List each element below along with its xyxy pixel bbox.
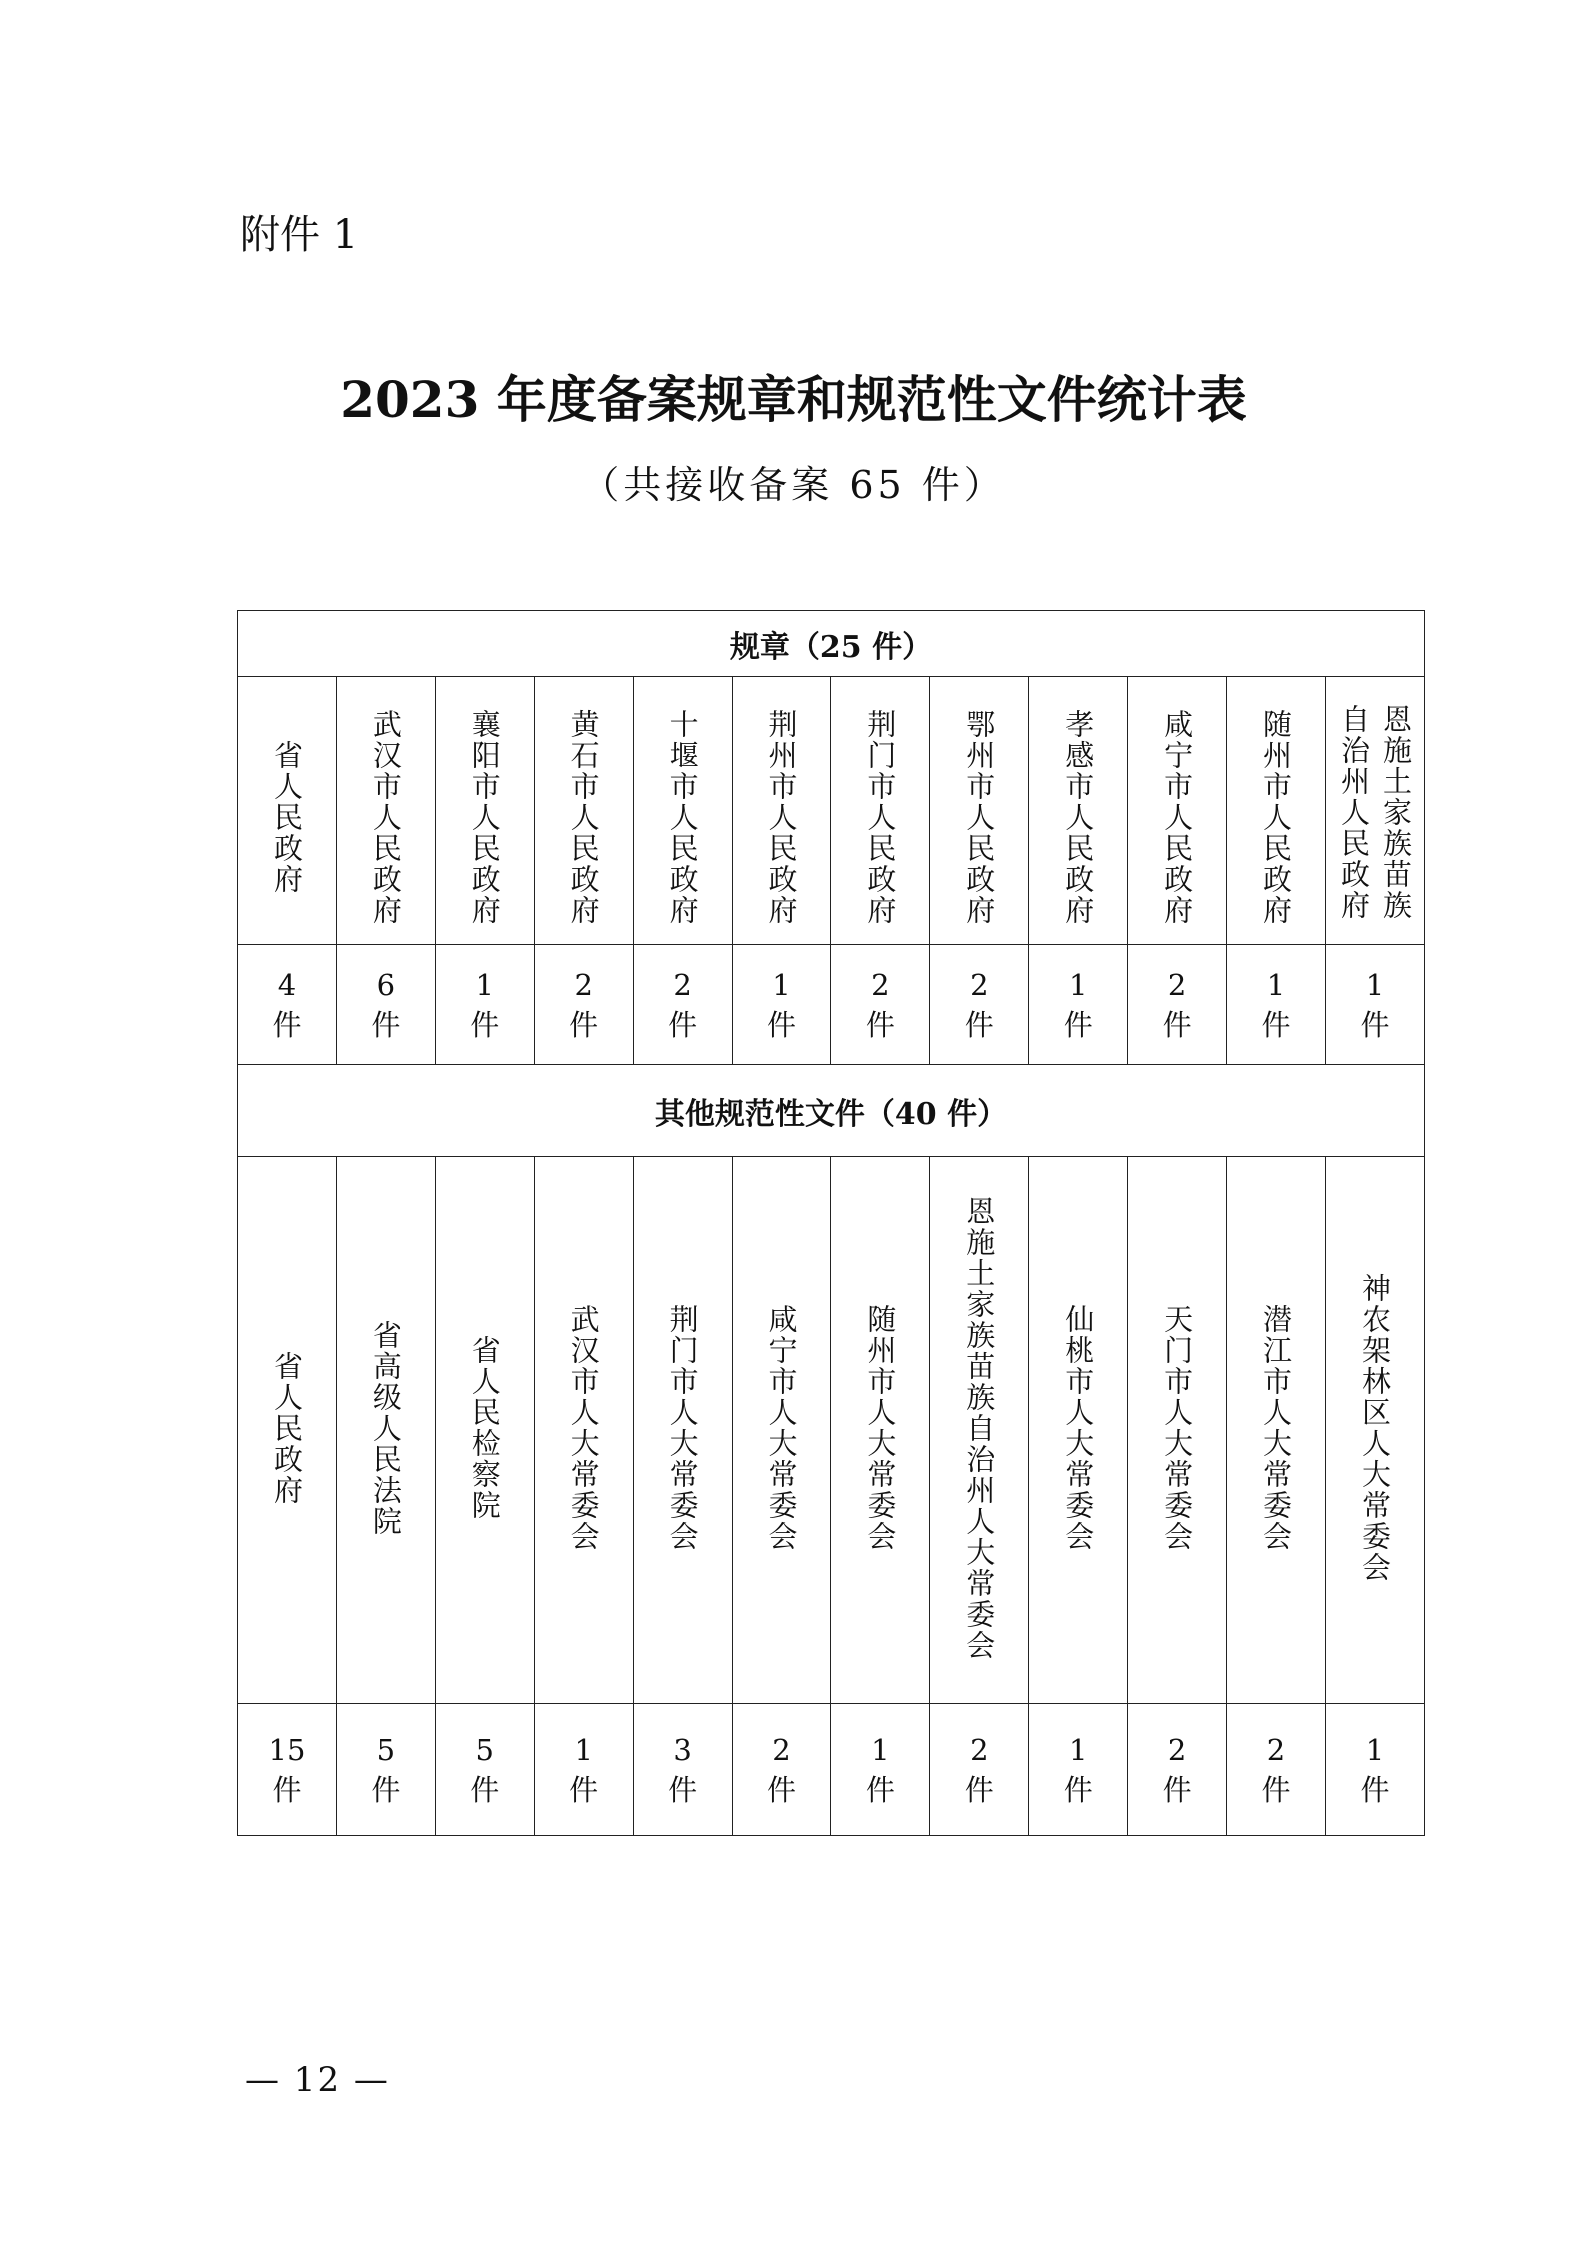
count-unit: 件 — [1162, 1772, 1192, 1807]
document-subtitle: （共接收备案 65 件） — [581, 463, 1006, 507]
agency-name-cell — [831, 1157, 930, 1704]
count-unit: 件 — [964, 1007, 994, 1042]
count-cell — [534, 1704, 633, 1836]
count-value: 2 — [970, 1732, 989, 1767]
count-value: 1 — [1266, 967, 1286, 1002]
count-unit: 件 — [1063, 1772, 1093, 1807]
agency-name-cell — [732, 1157, 831, 1704]
count-cell — [336, 945, 435, 1065]
agency-name: 孝感市人民政府 — [1061, 709, 1096, 926]
agency-name: 神农架林区人大常委会 — [1357, 1273, 1392, 1583]
count-cell — [732, 945, 831, 1065]
section-heading: 规章（25 件） — [238, 611, 1425, 677]
agency-name: 随州市人大常委会 — [863, 1304, 898, 1552]
count-cell — [1227, 1704, 1326, 1836]
count-cell — [1029, 945, 1128, 1065]
count-cell — [1227, 945, 1326, 1065]
count-cell — [435, 945, 534, 1065]
count-unit: 件 — [470, 1772, 500, 1807]
count-cell — [930, 945, 1029, 1065]
agency-name-cell — [1325, 1157, 1424, 1704]
agency-name: 荆门市人民政府 — [863, 709, 898, 926]
agency-name: 天门市人大常委会 — [1160, 1304, 1195, 1552]
count-value: 1 — [1365, 967, 1385, 1002]
count-value: 2 — [1167, 1732, 1187, 1767]
agency-name: 黄石市人民政府 — [566, 709, 601, 926]
count-row — [238, 1704, 1425, 1836]
agency-name-row — [238, 1157, 1425, 1704]
count-cell — [1325, 1704, 1424, 1836]
count-value: 2 — [1266, 1732, 1286, 1767]
agency-name-cell — [930, 1157, 1029, 1704]
agency-name: 十堰市人民政府 — [665, 709, 700, 926]
count-unit: 件 — [371, 1772, 401, 1807]
count-unit: 件 — [470, 1007, 500, 1042]
count-cell — [1128, 1704, 1227, 1836]
agency-name-cell — [534, 677, 633, 945]
count-cell — [435, 1704, 534, 1836]
count-value: 2 — [1167, 967, 1187, 1002]
agency-name-cell — [238, 677, 337, 945]
count-unit: 件 — [371, 1007, 401, 1042]
agency-name-cell — [831, 677, 930, 945]
count-value: 15 — [268, 1732, 306, 1767]
count-unit: 件 — [766, 1772, 796, 1807]
count-cell — [336, 1704, 435, 1836]
count-value: 1 — [1068, 1732, 1088, 1767]
statistics-table — [237, 610, 1425, 1836]
agency-name-cell — [238, 1157, 337, 1704]
count-unit: 件 — [1063, 1007, 1093, 1042]
agency-name-row — [238, 677, 1425, 945]
count-value: 2 — [970, 967, 989, 1002]
count-value: 1 — [1365, 1732, 1385, 1767]
count-value: 1 — [475, 967, 494, 1002]
agency-name-cell — [1029, 1157, 1128, 1704]
count-cell — [831, 945, 930, 1065]
agency-name: 襄阳市人民政府 — [467, 709, 502, 926]
attachment-label: 附件 1 — [240, 212, 359, 258]
count-unit: 件 — [1261, 1772, 1291, 1807]
agency-name: 仙桃市人大常委会 — [1061, 1304, 1096, 1552]
count-cell — [930, 1704, 1029, 1836]
agency-name-cell — [1325, 677, 1424, 945]
count-unit: 件 — [272, 1007, 302, 1042]
agency-name: 荆州市人民政府 — [764, 709, 799, 926]
count-cell — [633, 945, 732, 1065]
section-heading: 其他规范性文件（40 件） — [238, 1065, 1425, 1157]
count-unit: 件 — [1360, 1772, 1390, 1807]
count-value: 2 — [574, 967, 593, 1002]
agency-name: 省人民检察院 — [467, 1335, 502, 1521]
agency-name: 恩施土家族苗族自治州人民政府 — [1336, 703, 1413, 921]
count-cell — [238, 1704, 337, 1836]
count-unit: 件 — [272, 1772, 302, 1807]
count-cell — [534, 945, 633, 1065]
count-value: 4 — [277, 967, 297, 1002]
count-value: 3 — [673, 1732, 692, 1767]
count-cell — [732, 1704, 831, 1836]
count-value: 5 — [376, 1732, 396, 1767]
count-value: 1 — [574, 1732, 593, 1767]
agency-name: 武汉市人大常委会 — [566, 1304, 601, 1552]
agency-name: 省高级人民法院 — [368, 1319, 403, 1537]
agency-name-cell — [930, 677, 1029, 945]
page-number: — 12 — — [245, 2060, 390, 2100]
agency-name: 咸宁市人民政府 — [1160, 709, 1195, 926]
agency-name: 省人民政府 — [269, 1350, 304, 1506]
agency-name: 荆门市人大常委会 — [665, 1304, 700, 1552]
agency-name: 随州市人民政府 — [1259, 709, 1294, 926]
agency-name-cell — [1128, 677, 1227, 945]
count-value: 2 — [673, 967, 692, 1002]
count-unit: 件 — [865, 1007, 895, 1042]
count-value: 1 — [772, 967, 791, 1002]
count-unit: 件 — [668, 1007, 698, 1042]
count-cell — [238, 945, 337, 1065]
count-unit: 件 — [1162, 1007, 1192, 1042]
count-value: 5 — [475, 1732, 494, 1767]
count-value: 2 — [871, 967, 890, 1002]
count-cell — [1325, 945, 1424, 1065]
count-unit: 件 — [1360, 1007, 1390, 1042]
count-unit: 件 — [964, 1772, 994, 1807]
agency-name-cell — [1128, 1157, 1227, 1704]
count-unit: 件 — [865, 1772, 895, 1807]
agency-name: 武汉市人民政府 — [368, 709, 403, 926]
count-unit: 件 — [1261, 1007, 1291, 1042]
count-unit: 件 — [569, 1007, 599, 1042]
agency-name: 潜江市人大常委会 — [1259, 1304, 1294, 1552]
agency-name-cell — [633, 677, 732, 945]
agency-name-cell — [633, 1157, 732, 1704]
agency-name-cell — [1227, 677, 1326, 945]
count-unit: 件 — [569, 1772, 599, 1807]
count-value: 1 — [1068, 967, 1088, 1002]
agency-name-cell — [732, 677, 831, 945]
agency-name-cell — [1227, 1157, 1326, 1704]
count-unit: 件 — [668, 1772, 698, 1807]
count-cell — [1128, 945, 1227, 1065]
agency-name: 鄂州市人民政府 — [962, 709, 997, 926]
agency-name: 咸宁市人大常委会 — [764, 1304, 799, 1552]
agency-name: 省人民政府 — [269, 740, 304, 895]
count-cell — [1029, 1704, 1128, 1836]
section-heading-row — [238, 1065, 1425, 1157]
count-value: 2 — [772, 1732, 791, 1767]
count-value: 1 — [871, 1732, 890, 1767]
agency-name-cell — [435, 1157, 534, 1704]
count-cell — [633, 1704, 732, 1836]
agency-name-cell — [435, 677, 534, 945]
count-value: 6 — [376, 967, 396, 1002]
agency-name-cell — [336, 1157, 435, 1704]
agency-name-cell — [336, 677, 435, 945]
count-unit: 件 — [766, 1007, 796, 1042]
agency-name: 恩施土家族苗族自治州人大常委会 — [962, 1195, 997, 1661]
section-heading-row — [238, 611, 1425, 677]
agency-name-cell — [1029, 677, 1128, 945]
count-row — [238, 945, 1425, 1065]
agency-name-cell — [534, 1157, 633, 1704]
count-cell — [831, 1704, 930, 1836]
document-title: 2023 年度备案规章和规范性文件统计表 — [340, 370, 1247, 429]
